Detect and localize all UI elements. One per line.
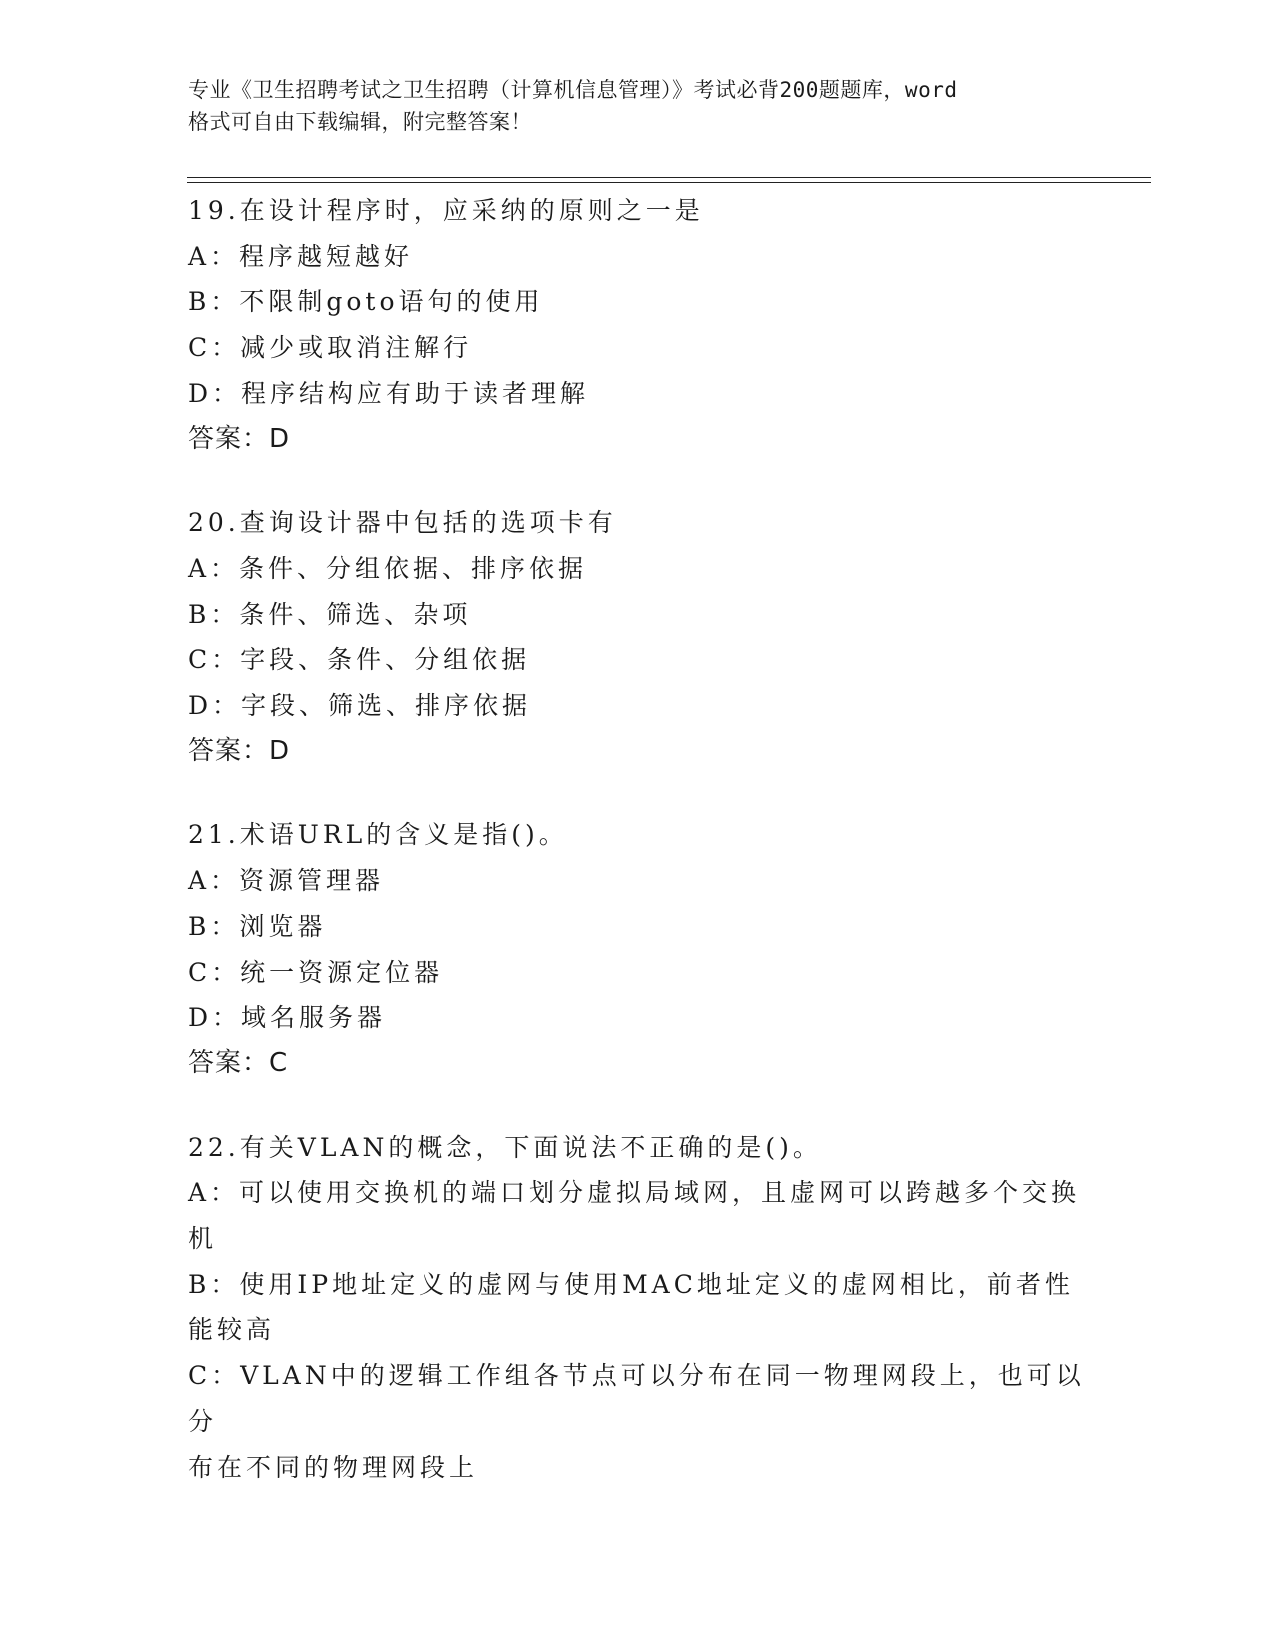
option-a: A：资源管理器 bbox=[188, 866, 385, 896]
header-line-1: 专业《卫生招聘考试之卫生招聘（计算机信息管理）》考试必背200题题库，word bbox=[188, 78, 958, 102]
option-c-continued: 布在不同的物理网段上 bbox=[188, 1452, 479, 1482]
option-b: B：条件、筛选、杂项 bbox=[188, 599, 472, 629]
question-stem: 20.查询设计器中包括的选项卡有 bbox=[188, 508, 617, 538]
header-divider-bottom bbox=[187, 182, 1151, 183]
option-b: B：浏览器 bbox=[188, 911, 327, 941]
option-c: C：减少或取消注解行 bbox=[188, 333, 473, 363]
option-a-continued: 机 bbox=[188, 1224, 218, 1254]
header-divider-top bbox=[187, 177, 1151, 178]
option-c: C：统一资源定位器 bbox=[188, 957, 444, 987]
option-c: C：字段、条件、分组依据 bbox=[188, 645, 531, 675]
question-list bbox=[188, 188, 1088, 1528]
question-19 bbox=[188, 188, 1088, 462]
answer-label: 答案：C bbox=[188, 1047, 289, 1078]
option-d: D：域名服务器 bbox=[188, 1003, 387, 1033]
option-a: A：可以使用交换机的端口划分虚拟局域网，且虚网可以跨越多个交换 bbox=[188, 1178, 1081, 1208]
option-a: A：程序越短越好 bbox=[188, 241, 414, 271]
question-stem: 19.在设计程序时，应采纳的原则之一是 bbox=[188, 196, 704, 225]
option-a: A：条件、分组依据、排序依据 bbox=[188, 553, 588, 583]
option-c: C：VLAN中的逻辑工作组各节点可以分布在同一物理网段上，也可以分 bbox=[188, 1361, 1085, 1436]
answer-label: 答案：D bbox=[188, 423, 291, 454]
option-b-continued: 能较高 bbox=[188, 1315, 276, 1345]
answer-label: 答案：D bbox=[188, 735, 291, 766]
option-d: D：字段、筛选、排序依据 bbox=[188, 691, 532, 721]
question-20 bbox=[188, 500, 1088, 774]
header-line-2: 格式可自由下载编辑，附完整答案！ bbox=[188, 110, 532, 134]
option-b: B：不限制goto语句的使用 bbox=[188, 287, 544, 317]
question-stem: 21.术语URL的含义是指()。 bbox=[188, 820, 568, 850]
question-21 bbox=[188, 812, 1088, 1086]
option-d: D：程序结构应有助于读者理解 bbox=[188, 378, 590, 408]
question-stem: 22.有关VLAN的概念，下面说法不正确的是()。 bbox=[188, 1132, 822, 1162]
document-header bbox=[188, 74, 1088, 138]
question-22 bbox=[188, 1125, 1088, 1491]
option-b: B：使用IP地址定义的虚网与使用MAC地址定义的虚网相比，前者性 bbox=[188, 1269, 1074, 1299]
